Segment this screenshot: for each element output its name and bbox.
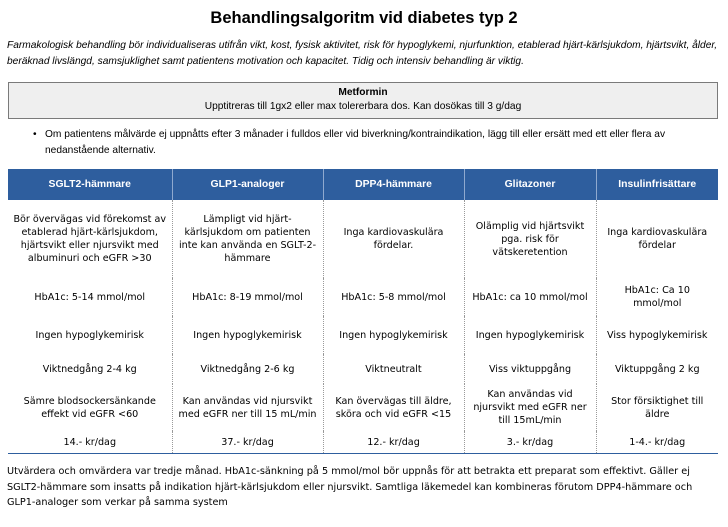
table-cell: HbA1c: Ca 10 mmol/mol: [596, 278, 718, 316]
table-cell: HbA1c: 5-14 mmol/mol: [34, 291, 146, 303]
row-cost: [8, 431, 718, 454]
row-cardiovascular: [8, 200, 718, 278]
header-sglt2: SGLT2-hämmare: [8, 169, 172, 200]
table-cell: HbA1c: 5-8 mmol/mol: [323, 278, 464, 316]
bullet-icon: •: [33, 129, 37, 140]
table-cell: Viktnedgång 2-6 kg: [172, 354, 323, 384]
table-cell: Lämpligt vid hjärt-kärlsjukdom om patienten inte kan använda en SGLT-2-hämmare: [172, 200, 323, 278]
table-cell: Kan användas vid njursvikt med eGFR ner till 15 mL/min: [172, 384, 323, 431]
table-cell: Viktneutralt: [323, 354, 464, 384]
table-cell: 37.- kr/dag: [172, 431, 323, 454]
table-cell: Bör övervägas vid förekomst av etablerad hjärt-kärlsjukdom, hjärtsvikt eller njursvikt med albuminuri och eGFR >30: [13, 214, 167, 264]
row-hba1c: [8, 278, 718, 316]
header-dpp4: DPP4-hämmare: [323, 169, 464, 200]
intro-text: Farmakologisk behandling bör individualiseras utifrån vikt, kost, fysisk aktivitet, risk för hypoglykemi, njurfunktion, etablerad hjärt-kärlsjukdom, hjärtsvikt, ålder, beräknad livslängd, samsjuklighet samt patientens motivation och kapacitet. Tidig och intensiv behandling är viktig.: [7, 40, 718, 67]
row-kidney-age: [8, 384, 718, 431]
table-cell: Ingen hypoglykemirisk: [35, 329, 144, 341]
table-cell: 14.- kr/dag: [8, 431, 172, 454]
table-cell: Ingen hypoglykemirisk: [464, 316, 596, 354]
bullet-text: Om patientens målvärde ej uppnåtts efter 3 månader i fulldos eller vid biverkning/kontraindikation, lägg till eller ersätt med ett eller flera av nedanstående alternativ.: [45, 129, 666, 156]
table-cell: Kan användas vid njursvikt med eGFR ner till 15mL/min: [464, 384, 596, 431]
metformin-title: Metformin: [338, 87, 388, 98]
page-title: Behandlingsalgoritm vid diabetes typ 2: [210, 9, 518, 27]
table-cell: Viktnedgång 2-4 kg: [42, 363, 137, 375]
table-cell: HbA1c: ca 10 mmol/mol: [464, 278, 596, 316]
table-cell: Sämre blodsockersänkande effekt vid eGFR <60: [23, 395, 156, 420]
table-cell: Ingen hypoglykemirisk: [323, 316, 464, 354]
table-cell: Olämplig vid hjärtsvikt pga. risk för vätskeretention: [464, 200, 596, 278]
table-cell: Ingen hypoglykemirisk: [172, 316, 323, 354]
row-hypoglycemia: [8, 316, 718, 354]
header-insulinfrisattare: Insulinfrisättare: [596, 169, 718, 200]
table-cell: Inga kardiovaskulära fördelar.: [323, 200, 464, 278]
table-cell: Viss viktuppgång: [464, 354, 596, 384]
drug-comparison-table: [8, 169, 718, 454]
table-cell: 3.- kr/dag: [464, 431, 596, 454]
table-cell: Kan övervägas till äldre, sköra och vid eGFR <15: [323, 384, 464, 431]
table-cell: Viktuppgång 2 kg: [596, 354, 718, 384]
header-glp1: GLP1-analoger: [172, 169, 323, 200]
table-cell: 12.- kr/dag: [323, 431, 464, 454]
row-weight: [8, 354, 718, 384]
footer-text: Utvärdera och omvärdera var tredje månad. HbA1c-sänkning på 5 mmol/mol bör uppnås för att betrakta ett preparat som effektivt. Gäller ej SGLT2-hämmare som insatts på indikation hjärt-kärlsjukdom eller njursvikt. Samtliga läkemedel kan kombineras förutom DPP4-hämmare och GLP1-analoger som verkar på samma system: [7, 466, 693, 508]
metformin-text: Upptitreras till 1gx2 eller max tolererbara dos. Kan dosökas till 3 g/dag: [204, 101, 522, 112]
header-glitazoner: Glitazoner: [464, 169, 596, 200]
table-cell: Inga kardiovaskulära fördelar: [596, 200, 718, 278]
table-header-row: [8, 169, 718, 200]
table-cell: Viss hypoglykemirisk: [596, 316, 718, 354]
metformin-box: [8, 82, 718, 119]
table-cell: Stor försiktighet till äldre: [596, 384, 718, 431]
bullet-note: [33, 127, 715, 159]
table-cell: 1-4.- kr/dag: [596, 431, 718, 454]
table-cell: HbA1c: 8-19 mmol/mol: [172, 278, 323, 316]
